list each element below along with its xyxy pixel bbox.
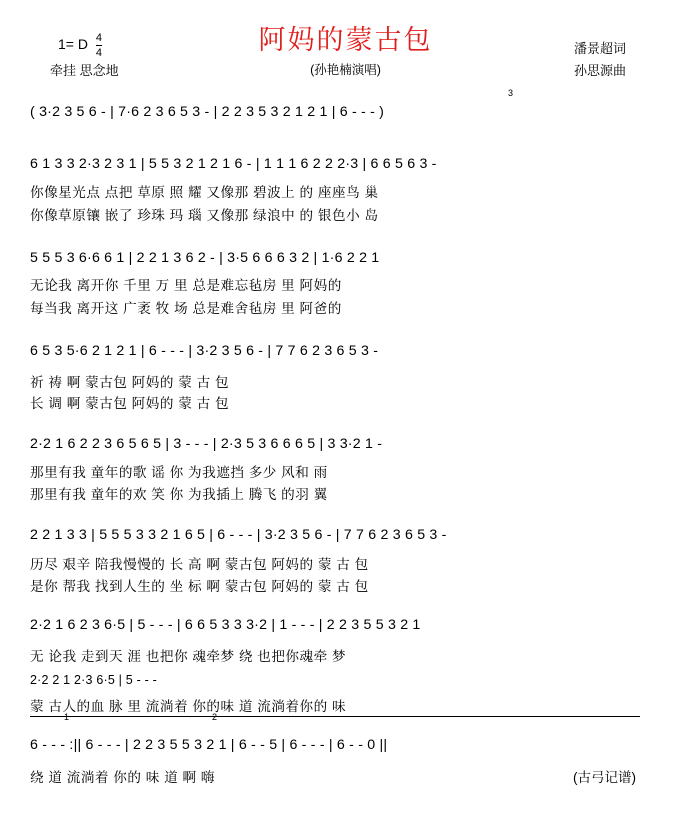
- expression-mark: 牵挂 思念地: [50, 63, 119, 78]
- system-7-inserted-notes: 2·2 2 1 2·3 6·5 | 5 - - -: [30, 673, 158, 687]
- triplet-marker: 3: [508, 88, 514, 98]
- volta-bracket-line: [30, 716, 640, 717]
- system-7-lyric-1: 无 论我 走到天 涯 也把你 魂牵梦 绕 也把你魂牵 梦: [30, 649, 347, 664]
- song-title: 阿妈的蒙古包: [258, 25, 433, 55]
- system-8-notes: 6 - - - :|| 6 - - - | 2 2 3 5 5 3 2 1 | 6 - - 5 | 6 - - - | 6 - - 0 ||: [30, 737, 388, 753]
- system-3-lyric-2: 每当我 离开这 广袤 牧 场 总是难舍毡房 里 阿爸的: [30, 301, 342, 316]
- volta-2: 2: [212, 712, 218, 722]
- transcriber-credit: (古弓记谱): [573, 770, 636, 785]
- system-5-lyric-2: 那里有我 童年的欢 笑 你 为我插上 腾飞 的羽 翼: [30, 487, 328, 502]
- system-4-lyric-2: 长 调 啊 蒙古包 阿妈的 蒙 古 包: [30, 396, 230, 411]
- singer: (孙艳楠演唱): [310, 63, 381, 77]
- meter-bottom: 4: [95, 47, 102, 59]
- system-5-notes: 2·2 1 6 2 2 3 6 5 6 5 | 3 - - - | 2·3 5 3 6 6 6 5 | 3 3·2 1 -: [30, 436, 383, 452]
- key-signature: [58, 32, 102, 59]
- system-2-lyric-2: 你像草原镶 嵌了 珍珠 玛 瑙 又像那 绿浪中 的 银色小 岛: [30, 208, 379, 223]
- system-4-lyric-1: 祈 祷 啊 蒙古包 阿妈的 蒙 古 包: [30, 375, 230, 390]
- key-text: 1= D: [58, 36, 88, 53]
- system-6-lyric-1: 历尽 艰辛 陪我慢慢的 长 高 啊 蒙古包 阿妈的 蒙 古 包: [30, 557, 369, 572]
- system-8-lyric-1: 绕 道 流淌着 你的 味 道 啊 嗨: [30, 770, 215, 785]
- time-signature: [96, 32, 102, 59]
- system-4-notes: 6 5 3 5·6 2 1 2 1 | 6 - - - | 3·2 3 5 6 - | 7 7 6 2 3 6 5 3 -: [30, 343, 379, 359]
- system-3-notes: 5 5 5 3 6·6 6 1 | 2 2 1 3 6 2 - | 3·5 6 6 6 3 2 | 1·6 2 2 1: [30, 250, 380, 266]
- system-2-notes: 6 1 3 3 2·3 2 3 1 | 5 5 3 2 1 2 1 6 - | 1 1 1 6 2 2 2·3 | 6 6 5 6 3 -: [30, 156, 437, 172]
- system-7-lyric-2: 蒙 古人的血 脉 里 流淌着 你的味 道 流淌着你的 味: [30, 699, 347, 714]
- system-6-notes: 2 2 1 3 3 | 5 5 5 3 3 2 1 6 5 | 6 - - - | 3·2 3 5 6 - | 7 7 6 2 3 6 5 3 -: [30, 527, 447, 543]
- system-6-lyric-2: 是你 帮我 找到人生的 坐 标 啊 蒙古包 阿妈的 蒙 古 包: [30, 579, 369, 594]
- system-2-lyric-1: 你像星光点 点把 草原 照 耀 又像那 碧波上 的 座座鸟 巢: [30, 185, 379, 200]
- meter-top: 4: [95, 32, 102, 44]
- system-1-notes: ( 3·2 3 5 6 - | 7·6 2 3 6 5 3 - | 2 2 3 5 3 2 1 2 1 | 6 - - - ): [30, 104, 385, 120]
- system-7-notes: 2·2 1 6 2 3 6·5 | 5 - - - | 6 6 5 3 3 3·2 | 1 - - - | 2 2 3 5 5 3 2 1: [30, 617, 421, 633]
- system-5-lyric-1: 那里有我 童年的歌 谣 你 为我遮挡 多少 风和 雨: [30, 465, 328, 480]
- lyricist: 潘景超词: [574, 41, 627, 56]
- composer: 孙思源曲: [574, 63, 627, 78]
- system-3-lyric-1: 无论我 离开你 千里 万 里 总是难忘毡房 里 阿妈的: [30, 278, 342, 293]
- volta-1: 1: [64, 712, 70, 722]
